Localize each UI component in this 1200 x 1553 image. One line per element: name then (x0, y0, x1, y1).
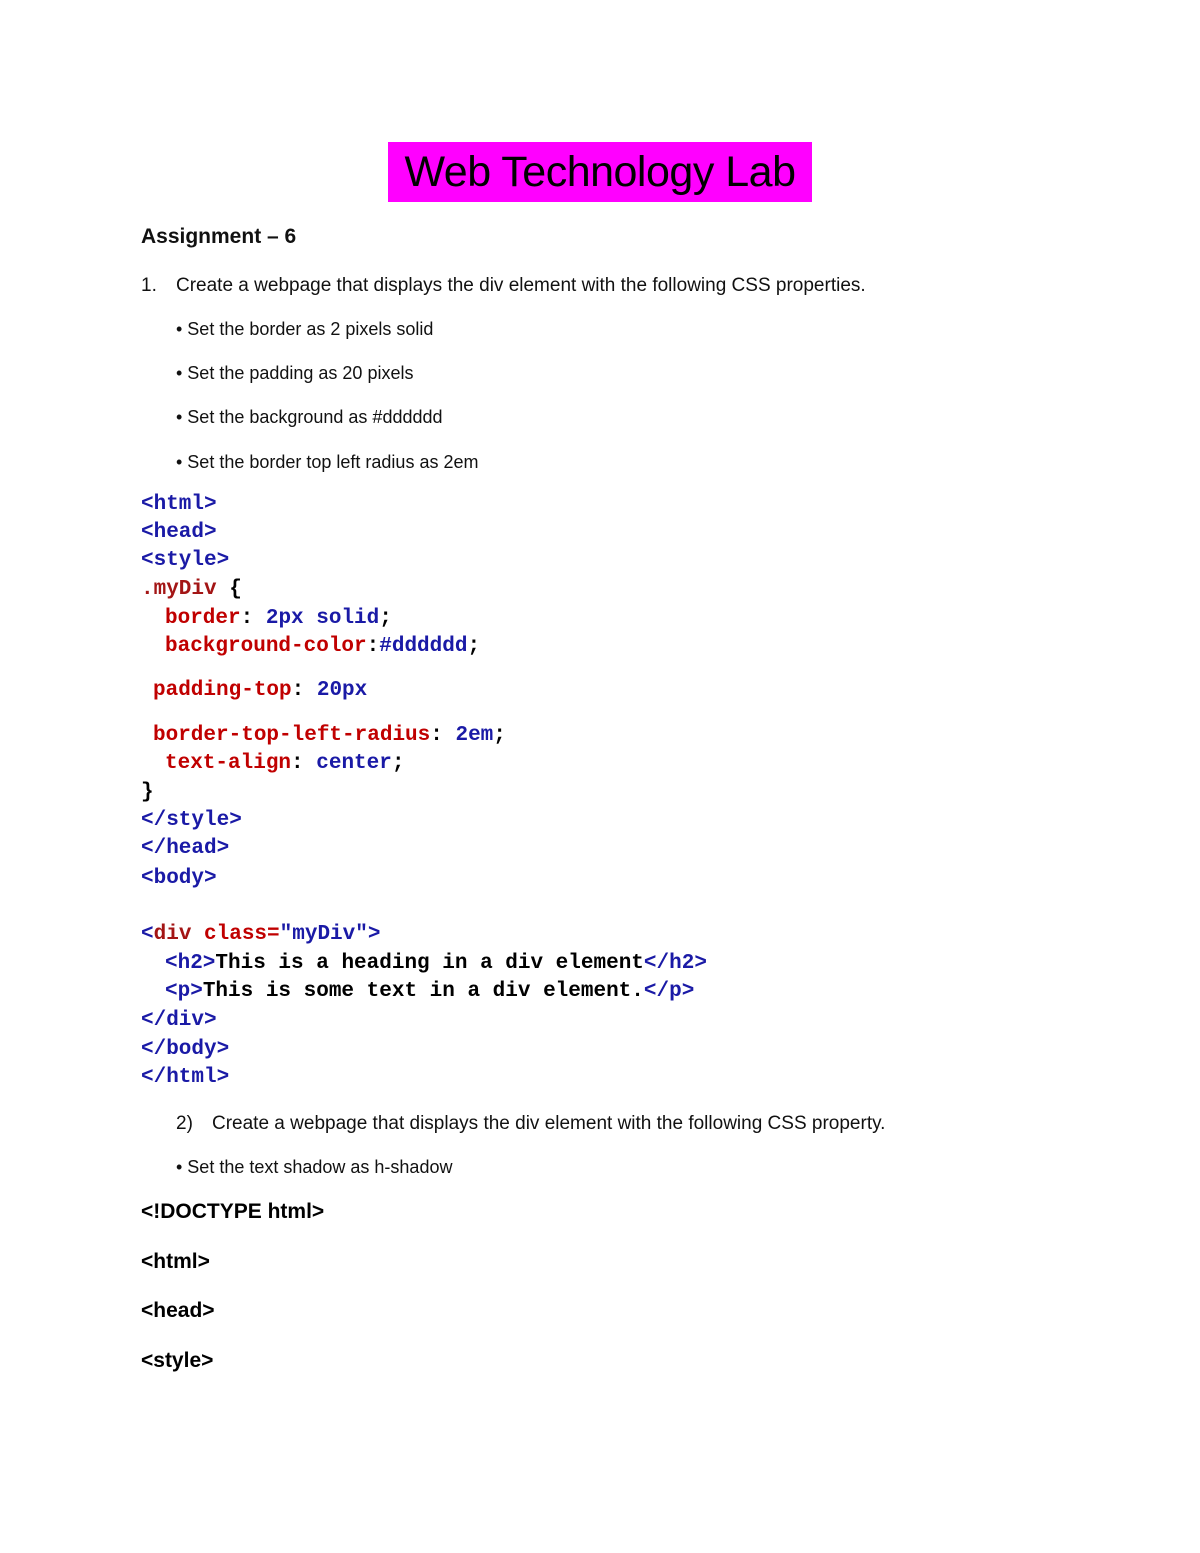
task1-bullet-3: • Set the background as #dddddd (176, 407, 443, 427)
code-line-7: padding-top: 20px (153, 679, 368, 702)
code-line-5: border: 2px solid; (165, 607, 392, 630)
task2-number: 2) (176, 1113, 193, 1134)
task2-text: Create a webpage that displays the div element with the following CSS property. (212, 1113, 886, 1134)
task1-bullet-1: • Set the border as 2 pixels solid (176, 319, 434, 339)
style-line: <style> (141, 1349, 214, 1372)
code-line-2: <head> (141, 521, 217, 544)
code-line-11: </style> (141, 809, 242, 832)
code-line-17: </div> (141, 1009, 217, 1032)
code-line-16: <p>This is some text in a div element.</p> (165, 980, 695, 1003)
code-line-14: <div class="myDiv"> (141, 923, 381, 946)
code-line-15: <h2>This is a heading in a div element</h2> (165, 952, 707, 975)
code-line-1: <html> (141, 493, 217, 516)
code-line-12: </head> (141, 837, 230, 860)
assignment-heading: Assignment – 6 (141, 225, 297, 248)
code-line-19: </html> (141, 1066, 230, 1089)
code-line-8: border-top-left-radius: 2em; (153, 724, 506, 747)
task1-bullet-4: • Set the border top left radius as 2em (176, 452, 479, 472)
code-line-13: <body> (141, 867, 217, 890)
page-title: Web Technology Lab (404, 148, 796, 196)
code-line-4: .myDiv { (141, 578, 242, 601)
title-highlight (388, 142, 812, 202)
code-line-6: background-color:#dddddd; (165, 635, 481, 658)
task2-bullet: • Set the text shadow as h-shadow (176, 1157, 453, 1177)
code-line-3: <style> (141, 549, 230, 572)
code-line-10: } (141, 781, 154, 804)
task1-bullet-2: • Set the padding as 20 pixels (176, 363, 414, 383)
html-line: <html> (141, 1250, 210, 1273)
task1-number: 1. (141, 275, 157, 296)
head-line: <head> (141, 1299, 215, 1322)
doctype-line: <!DOCTYPE html> (141, 1200, 325, 1223)
task1-text: Create a webpage that displays the div element with the following CSS properties. (176, 275, 866, 296)
code-line-9: text-align: center; (165, 752, 405, 775)
code-line-18: </body> (141, 1038, 230, 1061)
